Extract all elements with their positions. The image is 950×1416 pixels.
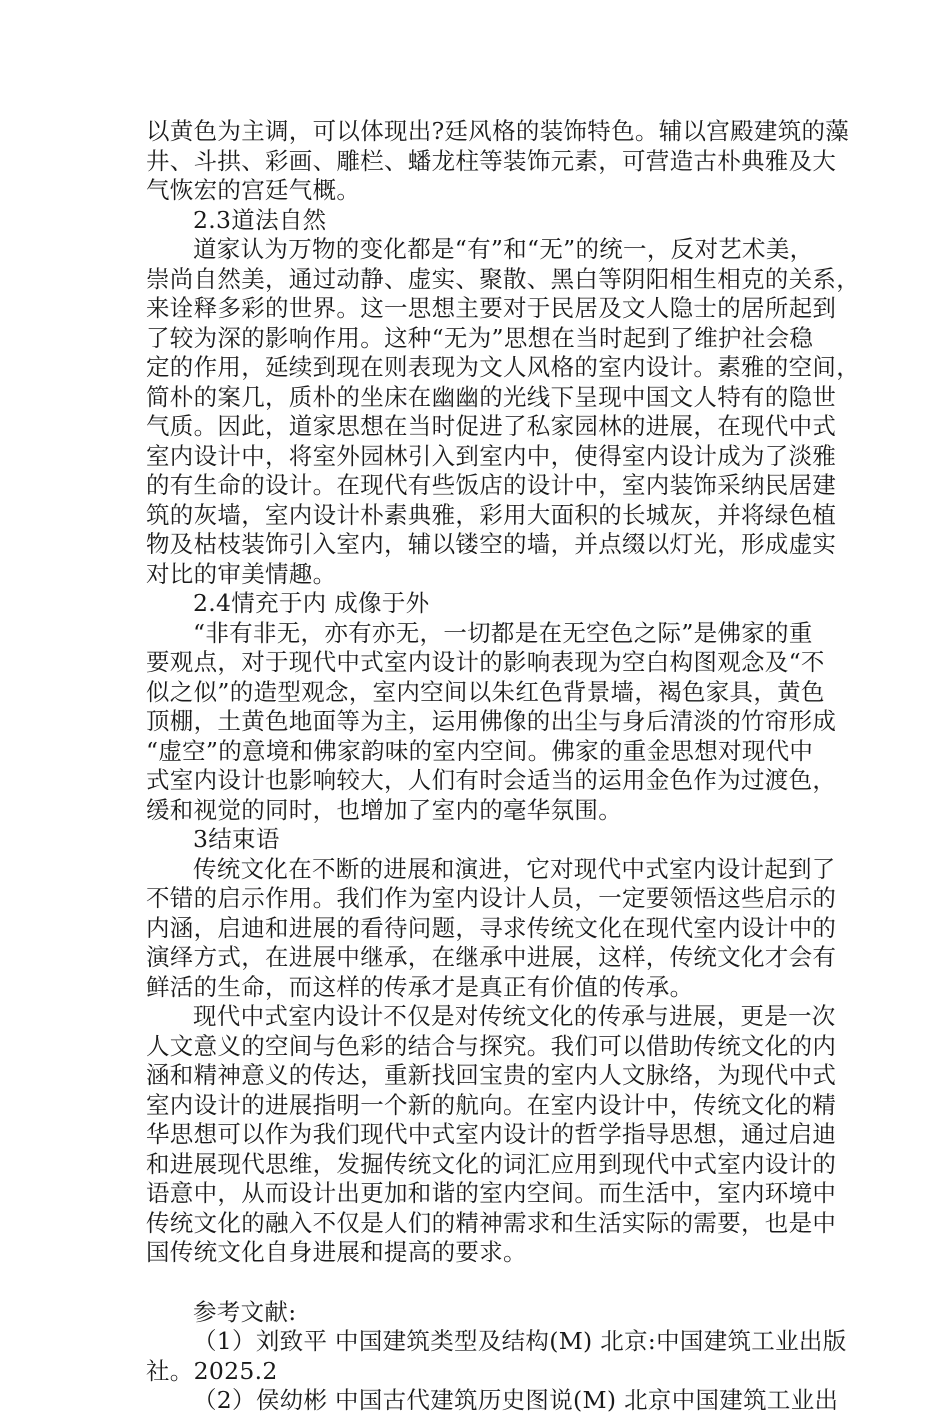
- text-line: 内涵，启迪和进展的看待问题，寻求传统文化在现代室内设计中的: [146, 913, 837, 942]
- text-line: 气质。因此，道家思想在当时促进了私家园林的进展，在现代中式: [146, 412, 837, 440]
- text-line: 了较为深的影响作用。这种“无为”思想在当时起到了维护社会稳: [146, 323, 814, 352]
- text-line: 3结束语: [193, 825, 280, 853]
- text-line: 对比的审美情趣。: [146, 559, 337, 588]
- reference-2-line-1: （2）侯幼彬 中国古代建筑历史图说(M) 北京中国建筑工业出: [193, 1386, 839, 1414]
- text-line: 室内设计的进展指明一个新的航向。在室内设计中，传统文化的精: [146, 1090, 837, 1119]
- text-line: 传统文化在不断的进展和演进，它对现代中式室内设计起到了: [193, 854, 836, 883]
- spacer: [146, 1268, 811, 1298]
- text-line: 道家认为万物的变化都是“有”和“无”的统一，反对艺术美，: [193, 235, 814, 263]
- text-line: 缓和视觉的同时，也增加了室内的毫华氛围。: [146, 795, 622, 824]
- text-line: 华思想可以作为我们现代中式室内设计的哲学指导思想，通过启迪: [146, 1120, 837, 1148]
- text-line: 2.3道法自然: [193, 205, 327, 234]
- reference-1-line-2: 社。2025.2: [146, 1356, 278, 1385]
- text-line: 和进展现代思维，发掘传统文化的词汇应用到现代中式室内设计的: [146, 1149, 837, 1178]
- text-line: 井、斗拱、彩画、雕栏、蟠龙柱等装饰元素，可营造古朴典雅及大: [146, 146, 837, 175]
- text-line: 似之似”的造型观念，室内空间以朱红色背景墙，褐色家具，黄色: [146, 677, 825, 706]
- text-line: 国传统文化自身进展和提高的要求。: [146, 1238, 527, 1266]
- text-line: 以黄色为主调，可以体现出?廷风格的装饰特色。辅以宫殿建筑的藻: [146, 117, 850, 145]
- text-line: 顶棚，土黄色地面等为主，运用佛像的出尘与身后清淡的竹帘形成: [146, 707, 837, 735]
- text-line: 演绎方式，在进展中继承，在继承中进展，这样，传统文化才会有: [146, 943, 837, 971]
- body-text: [146, 117, 860, 1268]
- text-line: 人文意义的空间与色彩的结合与探究。我们可以借助传统文化的内: [146, 1031, 837, 1060]
- text-line: 涵和精神意义的传达，重新找回宝贵的室内人文脉络，为现代中式: [146, 1061, 837, 1089]
- text-line: 传统文化的融入不仅是人们的精神需求和生活实际的需要，也是中: [146, 1208, 837, 1237]
- reference-1-line-1: （1）刘致平 中国建筑类型及结构(M) 北京:中国建筑工业出版: [193, 1327, 847, 1355]
- text-line: “非有非无，亦有亦无，一切都是在无空色之际”是佛家的重: [193, 618, 813, 647]
- text-line: 定的作用，延续到现在则表现为文人风格的室内设计。素雅的空间，: [146, 353, 860, 381]
- text-line: 来诠释多彩的世界。这一思想主要对于民居及文人隐士的居所起到: [146, 294, 837, 322]
- text-line: 的有生命的设计。在现代有些饭店的设计中，室内装饰采纳民居建: [146, 471, 837, 499]
- text-line: 鲜活的生命，而这样的传承才是真正有价值的传承。: [146, 972, 694, 1001]
- text-line: 室内设计中，将室外园林引入到室内中，使得室内设计成为了淡雅: [146, 441, 837, 470]
- text-line: 气恢宏的宫廷气概。: [146, 176, 361, 204]
- text-line: 筑的灰墙，室内设计朴素典雅，彩用大面积的长城灰，并将绿色植: [146, 500, 837, 529]
- text-line: 式室内设计也影响较大，人们有时会适当的运用金色作为过渡色，: [146, 766, 837, 794]
- text-line: 2.4情充于内 成像于外: [193, 589, 430, 617]
- document-page: [146, 117, 860, 1416]
- text-line: 不错的启示作用。我们作为室内设计人员，一定要领悟这些启示的: [146, 884, 837, 912]
- text-line: 崇尚自然美，通过动静、虚实、聚散、黑白等阴阳相生相克的关系，: [146, 264, 860, 293]
- references-section: [146, 1297, 847, 1416]
- references-heading: 参考文献:: [193, 1297, 297, 1326]
- text-line: 要观点，对于现代中式室内设计的影响表现为空白构图观念及“不: [146, 648, 825, 676]
- text-line: 简朴的案几，质朴的坐床在幽幽的光线下呈现中国文人特有的隐世: [146, 382, 837, 411]
- text-line: 物及枯枝装饰引入室内，辅以镂空的墙，并点缀以灯光，形成虚实: [146, 530, 837, 558]
- text-line: 现代中式室内设计不仅是对传统文化的传承与进展，更是一次: [193, 1002, 836, 1030]
- text-line: 语意中，从而设计出更加和谐的室内空间。而生活中，室内环境中: [146, 1179, 837, 1207]
- text-line: “虚空”的意境和佛家韵味的室内空间。佛家的重金思想对现代中: [146, 736, 814, 765]
